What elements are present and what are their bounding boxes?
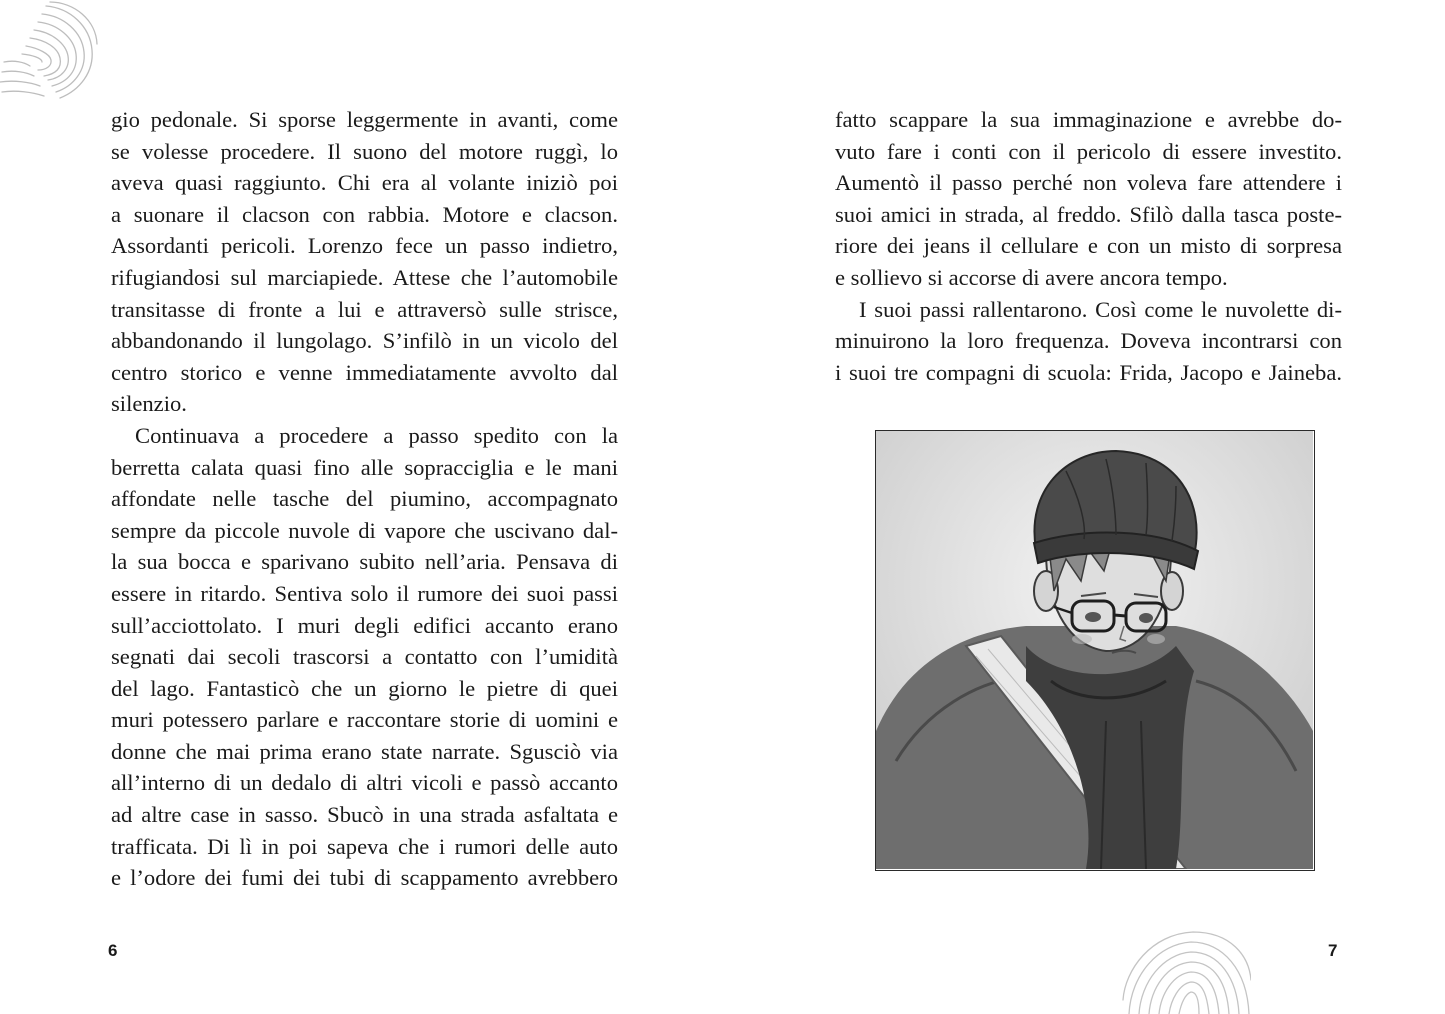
text-line: gio pedonale. Si sporse leggermente in avanti, come (111, 107, 618, 132)
text-line: trafficata. Di lì in poi sapeva che i rumori delle auto (111, 833, 618, 859)
text-line: berretta calata quasi fino alle sopracciglia e le mani (111, 454, 618, 480)
text-line: del lago. Fantasticò che un giorno le pietre di quei (111, 675, 618, 701)
text-line: riore dei jeans il cellulare e con un misto di sorpresa (835, 233, 1342, 259)
text-line: minuirono la loro frequenza. Doveva incontrarsi con (835, 328, 1342, 354)
boy-with-beanie-and-glasses-illustration (875, 430, 1315, 871)
text-line: ad altre case in sasso. Sbucò in una strada asfaltata e (111, 802, 618, 828)
text-line: fatto scappare la sua immaginazione e avrebbe do- (835, 107, 1342, 132)
text-line: e sollievo si accorse di avere ancora tempo. (835, 264, 1228, 290)
text-line: abbandonando il lungolago. S’infilò in un vicolo del (111, 328, 618, 354)
text-line: sull’acciottolato. I muri degli edifici accanto erano (111, 612, 618, 638)
text-line: Assordanti pericoli. Lorenzo fece un passo indietro, (111, 233, 618, 259)
text-line: donne che mai prima erano state narrate. Sgusciò via (111, 738, 618, 764)
fingerprint-icon (1121, 930, 1251, 1014)
page-number: 6 (108, 941, 118, 960)
text-line: affondate nelle tasche del piumino, accompagnato (111, 486, 618, 512)
fingerprint-icon (0, 0, 98, 104)
text-line: rifugiandosi sul marciapiede. Attese che l’automobile (111, 264, 618, 290)
text-line: aveva quasi raggiunto. Chi era al volante iniziò poi (111, 170, 618, 196)
text-line: silenzio. (111, 391, 187, 417)
text-line: suoi amici in strada, al freddo. Sfilò dalla tasca poste- (835, 201, 1342, 227)
text-line: vuto fare i conti con il pericolo di essere investito. (835, 138, 1342, 164)
text-line: essere in ritardo. Sentiva solo il rumore dei suoi passi (111, 580, 618, 606)
right-page-text (835, 104, 1342, 388)
text-line: e l’odore dei fumi dei tubi di scappamento avrebbero (111, 865, 618, 891)
left-page (0, 0, 722, 1014)
text-line: centro storico e venne immediatamente avvolto dal (111, 359, 618, 385)
left-page-text (111, 104, 618, 894)
text-line: la sua bocca e sparivano subito nell’aria. Pensava di (111, 549, 618, 575)
text-line: se volesse procedere. Il suono del motore ruggì, lo (111, 138, 618, 164)
text-line: I suoi passi rallentarono. Così come le nuvolette di- (859, 296, 1342, 322)
text-line: i suoi tre compagni di scuola: Frida, Jacopo e Jaineba. (835, 359, 1342, 385)
text-line: Continuava a procedere a passo spedito con la (135, 422, 618, 448)
text-line: a suonare il clacson con rabbia. Motore e clacson. (111, 201, 618, 227)
page-number: 7 (1328, 941, 1338, 960)
text-line: transitasse di fronte a lui e attraversò sulle strisce, (111, 296, 618, 322)
text-line: Aumentò il passo perché non voleva fare attendere i (835, 170, 1342, 196)
right-page (723, 0, 1445, 1014)
text-line: sempre da piccole nuvole di vapore che uscivano dal- (111, 517, 618, 543)
text-line: segnati dai secoli trascorsi a contatto con l’umidità (111, 644, 618, 670)
text-line: muri potessero parlare e raccontare storie di uomini e (111, 707, 618, 733)
text-line: all’interno di un dedalo di altri vicoli e passò accanto (111, 770, 618, 796)
